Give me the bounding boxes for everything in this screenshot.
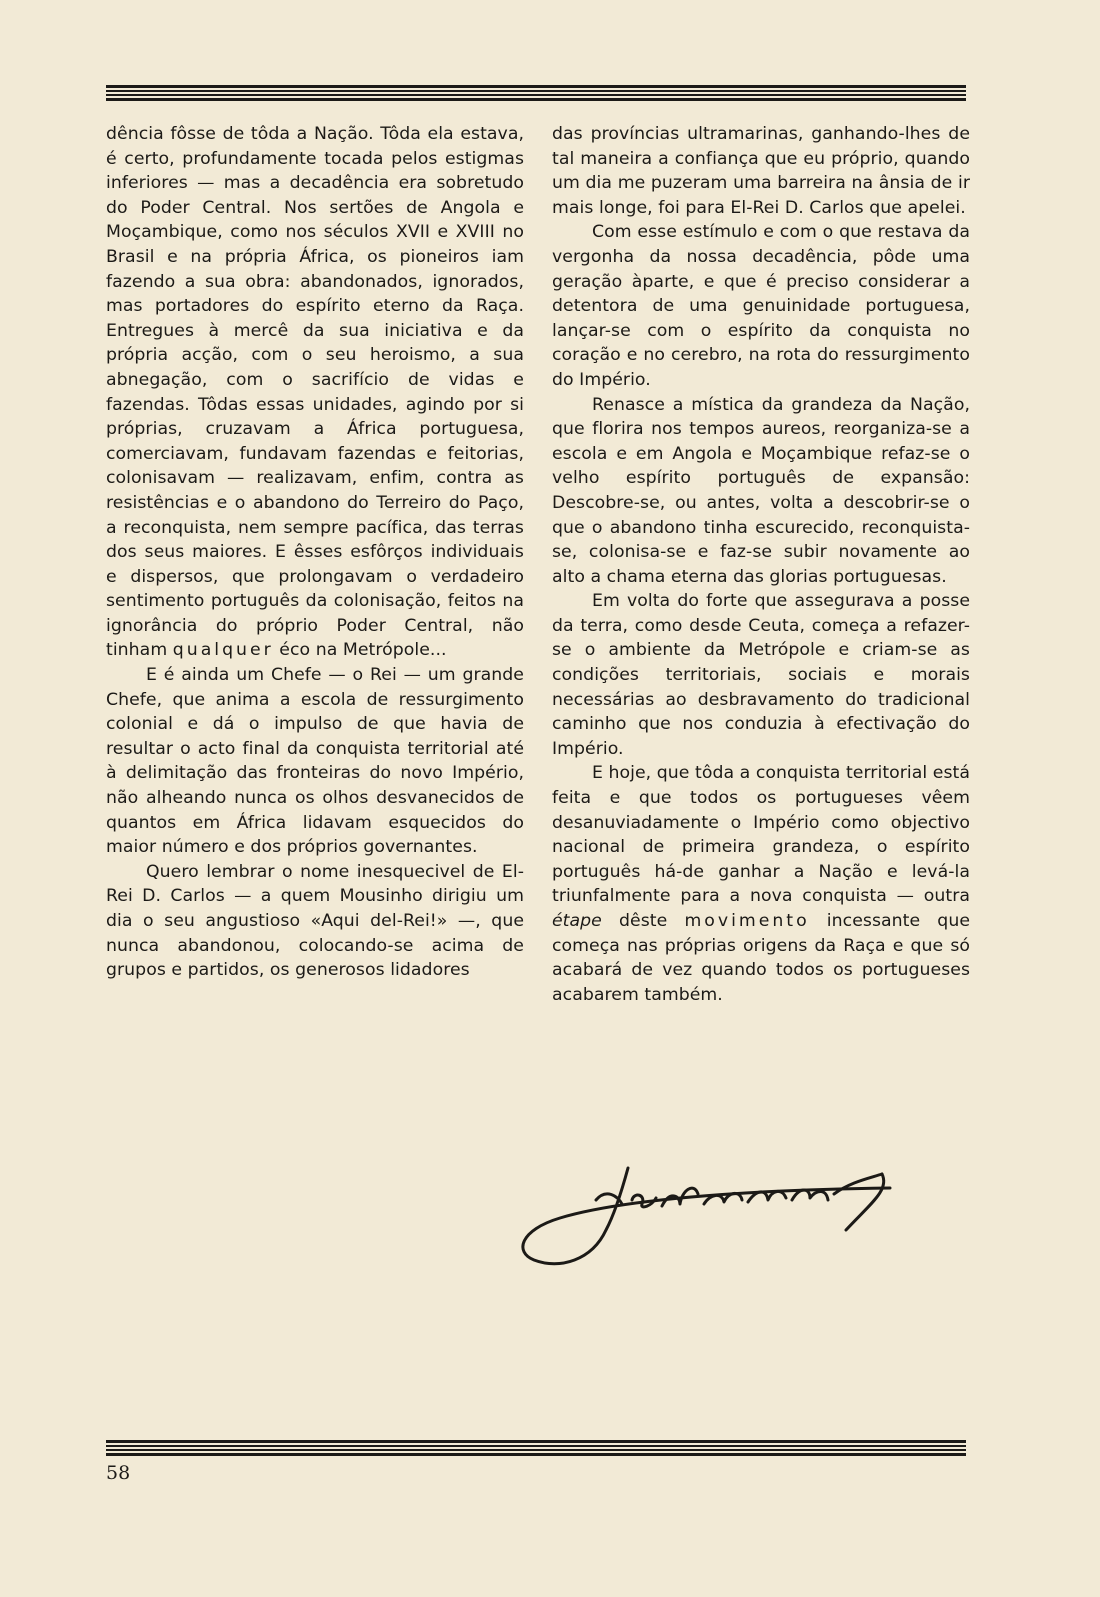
right-column — [552, 122, 970, 1007]
spaced-word: qualquer — [172, 640, 274, 661]
paragraph — [552, 761, 970, 1007]
top-rule — [106, 85, 966, 101]
paragraph: Renasce a mística da grandeza da Nação, que florira nos tempos aureos, reorganiza-se a escola e em Angola e Moçambique refaz-se o velho espírito português de expansão: Descobre-se, ou antes, volta a descobrir-se o que o abandono tinha escurecido, reconquista-se, colonisa-se e faz-se subir novamente ao alto a chama eterna das glorias portuguesas. — [552, 394, 970, 587]
bottom-rule — [106, 1440, 966, 1456]
paragraph-text: dêste — [619, 911, 668, 931]
italic-word: étape — [552, 911, 602, 931]
page-number: 58 — [106, 1462, 131, 1484]
paragraph-text: incessante que começa nas próprias origens da Raça e que só acabará de vez quando todos os portugueses acabarem também. — [552, 911, 970, 1005]
paragraph: Com esse estímulo e com o que restava da vergonha da nossa decadência, pôde uma geração àparte, e que é preciso considerar a detentora de uma genuinidade portuguesa, lançar-se com o espírito da conquista no coração e no cerebro, na rota do ressurgimento do Império. — [552, 222, 970, 390]
handwritten-signature — [510, 1160, 910, 1300]
paragraph — [106, 122, 524, 663]
left-column — [106, 122, 524, 983]
paragraph: Quero lembrar o nome inesquecivel de El-Rei D. Carlos — a quem Mousinho dirigiu um dia o seu angustioso «Aqui del-Rei!» —, que nunca abandonou, colocando-se acima de grupos e partidos, os generosos lidadores — [106, 861, 524, 981]
paragraph: das províncias ultramarinas, ganhando-lhes de tal maneira a confiança que eu próprio, quando um dia me puzeram uma barreira na ânsia de ir mais longe, foi para El-Rei D. Carlos que apelei. — [552, 124, 970, 218]
spaced-word: movimento — [684, 911, 810, 931]
paragraph-text: dência fôsse de tôda a Nação. Tôda ela estava, é certo, profundamente tocada pelos estigmas inferiores — mas a decadência era sobretudo do Poder Central. Nos sertões de Angola e Moçambique, como nos séculos XVII e XVIII no Brasil e na própria África, os pioneiros iam fazendo a sua obra: abandonados, ignorados, mas portadores do espírito eterno da Raça. Entregues à mercê da sua iniciativa e da própria acção, com o seu heroismo, a sua abnegação, com o sacrifício de vidas e fazendas. Tôdas essas unidades, agindo por si próprias, cruzavam a África portuguesa, comerciavam, fundavam fazendas e feitorias, colonisavam — realizavam, enfim, contra as resistências e o abandono do Terreiro do Paço, a reconquista, nem sempre pacífica, das terras dos seus maiores. E êsses esfôrços individuais e dispersos, que prolongavam o verdadeiro sentimento português da colonisação, feitos na ignorância do próprio Poder Central, não tinham — [106, 124, 524, 661]
paragraph: E é ainda um Chefe — o Rei — um grande Chefe, que anima a escola de ressurgimento colonial e dá o impulso de que havia de resultar o acto final da conquista territorial até à delimitação das fronteiras do novo Império, não alheando nunca os olhos desvanecidos de quantos em África lidavam esquecidos do maior número e dos próprios governantes. — [106, 665, 524, 858]
paragraph-text: E hoje, que tôda a conquista territorial está feita e que todos os portugueses vêem desanuviadamente o Império como objectivo nacional de primeira grandeza, o espírito português há-de ganhar a Nação e levá-la triunfalmente para a nova conquista — outra — [552, 763, 971, 907]
paragraph-text: éco na Metrópole... — [279, 640, 447, 661]
paragraph: Em volta do forte que assegurava a posse da terra, como desde Ceuta, começa a refazer-se o ambiente da Metrópole e criam-se as condições territoriais, sociais e morais necessárias ao desbravamento do tradicional caminho que nos conduzia à efectivação do Império. — [552, 591, 970, 759]
